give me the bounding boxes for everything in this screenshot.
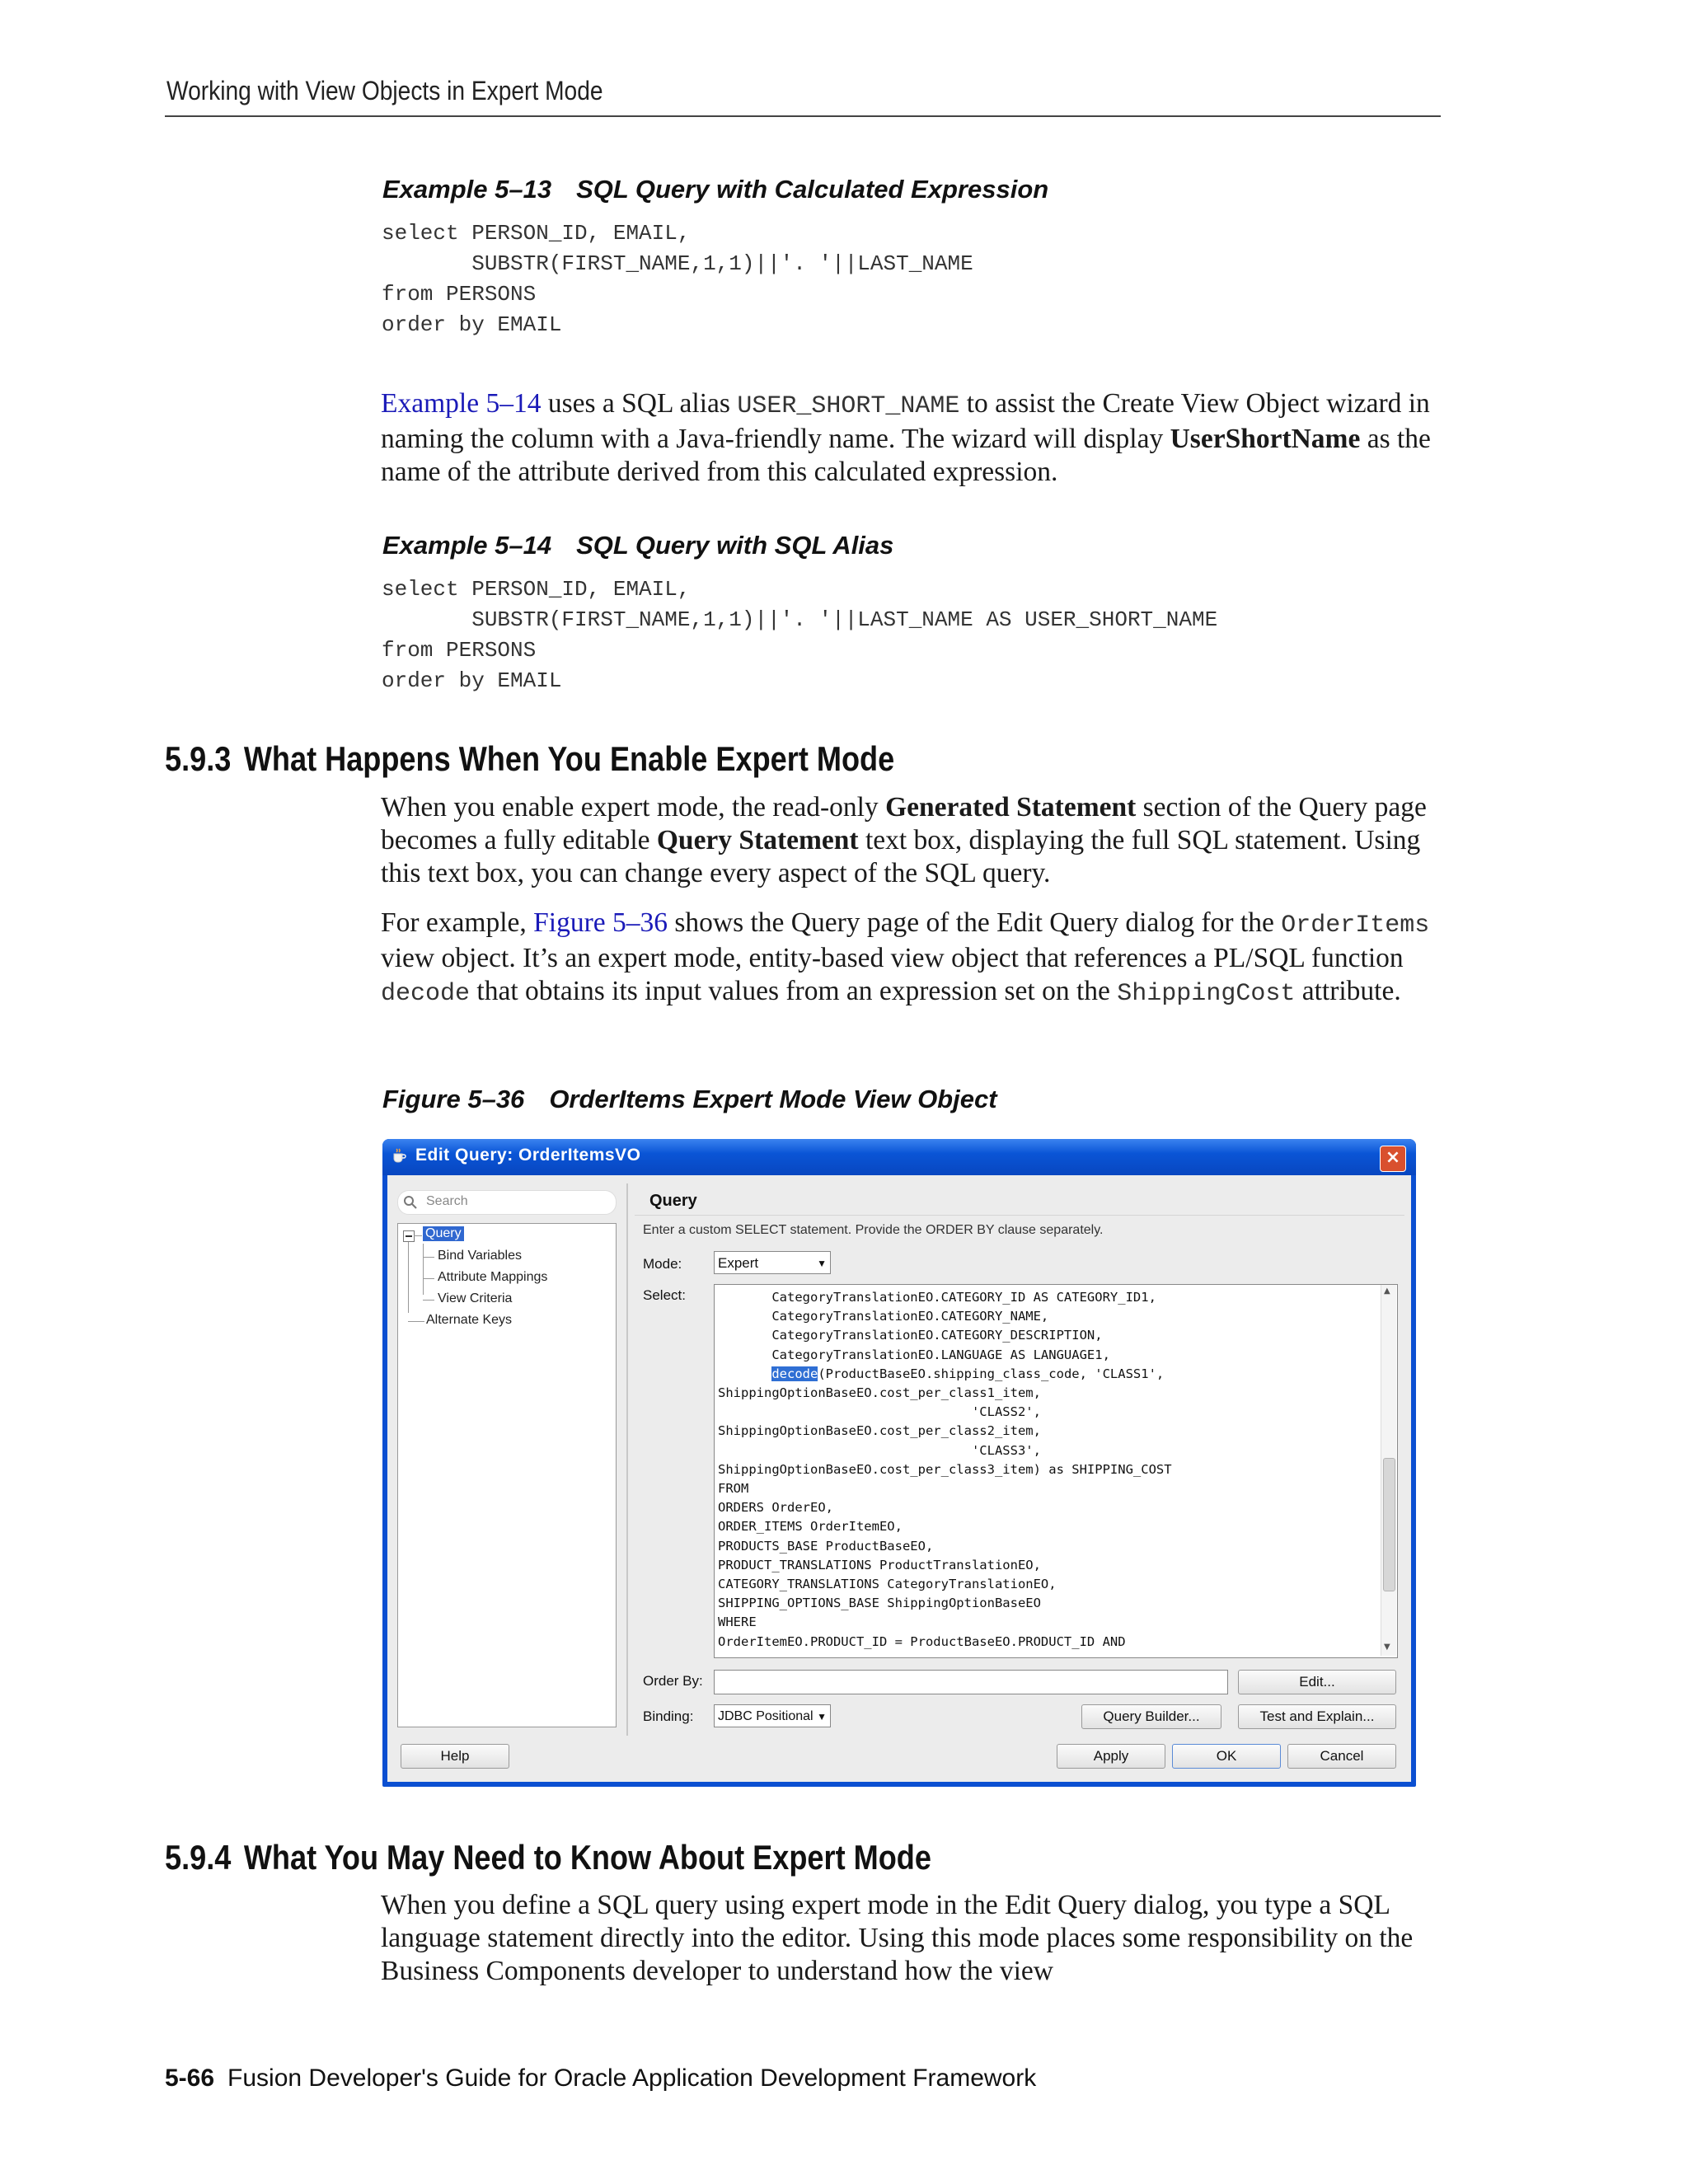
- sql-text-part: (ProductBaseEO.shipping_class_code, 'CLASS1', ShippingOptionBaseEO.cost_per_class1_item, 'CLASS2', ShippingOptionBaseEO.cost_per_class2_item, 'CLASS3', ShippingOptionBaseEO.cost_per_class3_item) as SHIPPING_COST FROM ORDERS OrderEO, ORDER_ITEMS OrderItemEO, PRODUCTS_BASE ProductBaseEO, PRODUCT_TRANSLATIONS ProductTranslationEO, CATEGORY_TRANSLATIONS CategoryTranslationEO, SHIPPING_OPTIONS_BASE ShippingOptionBaseEO WHERE OrderItemEO.PRODUCT_ID = ProductBaseEO.PRODUCT_ID AND: [718, 1366, 1172, 1649]
- coffee-cup-icon: [391, 1147, 407, 1164]
- text-run: attribute.: [1295, 976, 1401, 1006]
- example-5-13-caption: [382, 175, 1048, 204]
- caption-title: OrderItems Expert Mode View Object: [549, 1085, 997, 1113]
- intro-paragraph: [381, 387, 1444, 489]
- order-by-label: Order By:: [643, 1673, 703, 1689]
- scroll-up-icon[interactable]: ▲: [1384, 1286, 1390, 1296]
- binding-label: Binding:: [643, 1708, 694, 1724]
- binding-value: JDBC Positional: [718, 1709, 814, 1723]
- nav-item-query[interactable]: Query: [423, 1226, 464, 1241]
- nav-item-bind-variables[interactable]: Bind Variables: [438, 1249, 522, 1263]
- search-icon: [403, 1195, 418, 1210]
- running-header: Working with View Objects in Expert Mode: [166, 76, 603, 105]
- scroll-down-icon[interactable]: ▼: [1384, 1643, 1390, 1652]
- edit-button[interactable]: Edit...: [1238, 1670, 1396, 1694]
- mode-label: Mode:: [643, 1256, 682, 1272]
- figure-5-36-link[interactable]: Figure 5–36: [533, 907, 668, 938]
- sql-scrollbar[interactable]: [1381, 1285, 1396, 1656]
- inline-code: ShippingCost: [1117, 980, 1296, 1008]
- section-5-9-3-body: [381, 791, 1444, 1027]
- section-heading-5-9-4: [165, 1838, 931, 1877]
- panel-title-rule: [635, 1215, 1404, 1216]
- search-placeholder: Search: [426, 1194, 468, 1208]
- text-run: section of the Query page becomes a fully editable: [381, 792, 1427, 855]
- paragraph: [381, 907, 1444, 1010]
- nav-search-input[interactable]: [397, 1190, 617, 1215]
- collapse-toggle-icon[interactable]: [403, 1230, 415, 1242]
- apply-button[interactable]: Apply: [1057, 1744, 1165, 1769]
- example-5-14-link[interactable]: Example 5–14: [381, 388, 542, 419]
- select-label: Select:: [643, 1287, 686, 1303]
- mode-select[interactable]: [714, 1251, 831, 1274]
- caption-label: Example 5–13: [382, 175, 552, 204]
- section-title: What Happens When You Enable Expert Mode: [243, 739, 895, 778]
- dialog-title: Edit Query: OrderItemsVO: [415, 1146, 641, 1165]
- help-button[interactable]: Help: [401, 1744, 509, 1769]
- page-number: 5-66: [165, 2064, 215, 2092]
- bold-term: Generated Statement: [885, 792, 1137, 823]
- text-run: text box, displaying the full SQL statement. Using this text box, you can change every aspect of the SQL query.: [381, 825, 1421, 888]
- inline-code: OrderItems: [1281, 912, 1430, 940]
- section-heading-5-9-3: [165, 739, 894, 779]
- paragraph: When you define a SQL query using expert mode in the Edit Query dialog, you type a SQL language statement directly into the editor. Using this mode places some responsibility on the Business Components developer to understand how the view: [381, 1890, 1414, 1986]
- text-run: uses a SQL alias: [541, 388, 738, 419]
- caption-label: Figure 5–36: [382, 1085, 525, 1113]
- instructions-text: Enter a custom SELECT statement. Provide the ORDER BY clause separately.: [643, 1223, 1104, 1237]
- close-button[interactable]: [1380, 1146, 1406, 1172]
- example-5-14-caption: [382, 531, 893, 560]
- dropdown-arrow-icon: ▼: [817, 1258, 827, 1269]
- sql-text: [718, 1288, 1172, 1652]
- text-run: When you enable expert mode, the read-only: [381, 792, 886, 823]
- edit-query-dialog: [382, 1139, 1416, 1787]
- caption-title: SQL Query with Calculated Expression: [576, 175, 1049, 204]
- panel-title: Query: [649, 1192, 697, 1210]
- ok-button[interactable]: OK: [1172, 1744, 1281, 1769]
- caption-title: SQL Query with SQL Alias: [576, 531, 894, 560]
- section-title: What You May Need to Know About Expert Mode: [243, 1838, 931, 1877]
- text-run: that obtains its input values from an expression set on the: [470, 976, 1118, 1006]
- close-icon: ×: [1385, 1147, 1401, 1168]
- bold-term: Query Statement: [656, 825, 859, 855]
- order-by-input[interactable]: [714, 1670, 1228, 1694]
- cancel-button[interactable]: Cancel: [1287, 1744, 1396, 1769]
- dropdown-arrow-icon: ▼: [817, 1711, 827, 1722]
- caption-label: Example 5–14: [382, 531, 552, 560]
- dialog-client-area: [387, 1175, 1411, 1782]
- inline-code: decode: [381, 980, 471, 1008]
- example-5-13-code: select PERSON_ID, EMAIL, SUBSTR(FIRST_NAME,1,1)||'. '||LAST_NAME from PERSONS order by EMAIL: [382, 221, 973, 337]
- binding-select[interactable]: [714, 1704, 831, 1727]
- text-run: to assist the Create View Object wizard in naming the column with a Java-friendly name. The wizard will display: [381, 388, 1430, 454]
- section-number: 5.9.4: [165, 1838, 232, 1877]
- text-run: view object. It’s an expert mode, entity-based view object that references a PL/SQL function: [381, 943, 1404, 973]
- nav-item-alternate-keys[interactable]: Alternate Keys: [426, 1313, 513, 1327]
- query-builder-button[interactable]: Query Builder...: [1081, 1704, 1221, 1729]
- paragraph: [381, 791, 1444, 890]
- bold-term: UserShortName: [1170, 424, 1361, 454]
- nav-tree: [397, 1223, 617, 1727]
- nav-item-attribute-mappings[interactable]: Attribute Mappings: [438, 1270, 548, 1284]
- nav-item-view-criteria[interactable]: View Criteria: [438, 1291, 513, 1305]
- sql-text-part: CategoryTranslationEO.CATEGORY_ID AS CATEGORY_ID1, CategoryTranslationEO.CATEGORY_NAME, CategoryTranslationEO.CATEGORY_DESCRIPTION, CategoryTranslationEO.LANGUAGE AS LANGUAGE1,: [771, 1290, 1156, 1362]
- header-rule: [165, 115, 1441, 117]
- page-footer: [165, 2064, 1036, 2093]
- text-run: shows the Query page of the Edit Query dialog for the: [667, 907, 1282, 938]
- sql-select-editor[interactable]: [714, 1284, 1398, 1658]
- sql-selection: decode: [771, 1366, 818, 1381]
- book-title: Fusion Developer's Guide for Oracle Application Development Framework: [227, 2064, 1037, 2092]
- mode-value: Expert: [718, 1255, 759, 1271]
- example-5-14-code: select PERSON_ID, EMAIL, SUBSTR(FIRST_NAME,1,1)||'. '||LAST_NAME AS USER_SHORT_NAME from PERSONS order by EMAIL: [382, 577, 1218, 693]
- text-run: For example,: [381, 907, 534, 938]
- section-5-9-4-body: [381, 1889, 1444, 2004]
- figure-5-36-caption: [382, 1085, 997, 1114]
- panel-divider: [626, 1183, 628, 1736]
- dialog-titlebar: [382, 1139, 1416, 1175]
- text-run: as the name of the attribute derived from this calculated expression.: [381, 424, 1431, 487]
- scroll-thumb[interactable]: [1383, 1458, 1395, 1591]
- test-and-explain-button[interactable]: Test and Explain...: [1238, 1704, 1396, 1729]
- inline-code: USER_SHORT_NAME: [737, 392, 960, 420]
- section-number: 5.9.3: [165, 739, 232, 778]
